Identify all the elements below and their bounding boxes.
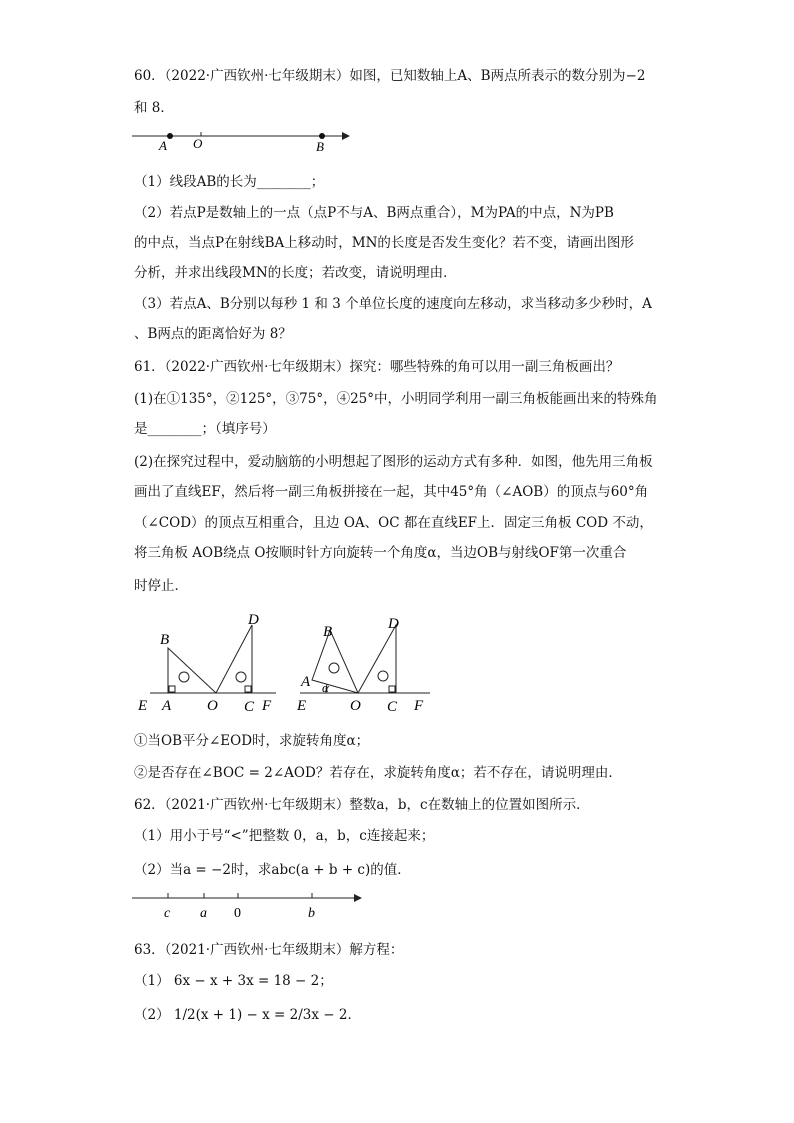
hole-circle [329, 663, 339, 673]
q63-eq1: （1） 6x − x + 3x = 18 − 2； [134, 973, 333, 989]
q60-part2-line3: 分析，并求出线段MN的长度；若改变，请说明理由． [134, 265, 457, 281]
triangle-cod [216, 625, 252, 693]
svg-text:E: E [138, 698, 148, 714]
q60-part3-line1: （3）若点A、B分别以每秒 1 和 3 个单位长度的速度向左移动，求当移动多少秒时，A [134, 296, 652, 312]
q60-number-line [130, 124, 360, 154]
q61-part2-line1: (2)在探究过程中，爱动脑筋的小明想起了图形的运动方式有多种．如图，他先用三角板 [134, 454, 653, 470]
q62-label-c: c [164, 906, 171, 921]
svg-text:F: F [262, 698, 272, 714]
q62-label-b: b [308, 906, 315, 921]
svg-text:F: F [414, 698, 424, 714]
svg-text:O: O [207, 698, 218, 714]
q61-sub2: ②是否存在∠BOC = 2∠AOD？若存在，求旋转角度α；若不存在，请说明理由． [134, 765, 622, 781]
q62-stem: 62．（2021·广西钦州·七年级期末）整数a，b，c在数轴上的位置如图所示． [134, 797, 590, 813]
svg-text:α: α [322, 680, 329, 695]
q61-part2-line2: 画出了直线EF，然后将一副三角板拼接在一起，其中45°角（∠AOB）的顶点与60°角 [134, 484, 649, 500]
q63-eq2: （2） 1/2(x + 1) − x = 2/3x − 2． [134, 1007, 361, 1023]
q60-label-a: A [159, 138, 167, 153]
q62-label-a: a [200, 906, 207, 921]
svg-text:E: E [297, 698, 307, 714]
q62-part2: （2）当a = −2时，求abc(a + b + c)的值． [134, 862, 411, 878]
svg-text:D: D [248, 612, 259, 628]
q61-part2-line5: 时停止． [134, 578, 188, 594]
svg-text:C: C [244, 699, 255, 715]
q61-part1-line1: (1)在①135°，②125°，③75°，④25°中，小明同学利用一副三角板能画出来的特殊角 [134, 391, 658, 407]
q60-part2-line2: 的中点，当点P在射线BA上移动时，MN的长度是否发生变化？若不变，请画出图形 [134, 235, 634, 251]
svg-text:O: O [350, 698, 361, 714]
hole-circle [236, 672, 246, 682]
q61-sub1: ①当OB平分∠EOD时，求旋转角度α； [134, 733, 370, 749]
triangle-cod [358, 625, 396, 693]
q60-stem-line2: 和 8． [134, 100, 174, 116]
q61-part2-line4: 将三角板 AOB绕点 O按顺时针方向旋转一个角度α，当边OB与射线OF第一次重合 [134, 545, 627, 561]
q61-stem: 61．（2022·广西钦州·七年级期末）探究：哪些特殊的角可以用一副三角板画出？ [134, 359, 620, 375]
svg-text:B: B [323, 624, 333, 640]
q60-part3-line2: 、B两点的距离恰好为 8？ [134, 326, 292, 342]
q60-label-o: O [193, 136, 203, 151]
q63-stem: 63．（2021·广西钦州·七年级期末）解方程： [134, 942, 404, 958]
svg-text:D: D [388, 616, 399, 632]
q60-part1: （1）线段AB的长为________； [134, 174, 325, 190]
q62-label-0: 0 [234, 906, 241, 921]
svg-text:C: C [387, 699, 398, 715]
svg-text:A: A [162, 698, 172, 714]
svg-text:B: B [160, 632, 170, 648]
q60-point-a [167, 133, 173, 139]
q61-part1-line2: 是________；（填序号） [134, 421, 276, 437]
svg-text:A: A [301, 674, 311, 690]
hole-circle [378, 671, 388, 681]
q60-label-b: B [316, 139, 324, 154]
triangle-aob-rotated [312, 630, 358, 693]
q61-part2-line3: （∠COD）的顶点互相重合，且边 OA、OC 都在直线EF上．固定三角板 COD 不动， [134, 515, 653, 531]
q62-part1: （1）用小于号“<”把整数 0，a，b，c连接起来； [134, 828, 435, 844]
hole-circle [179, 672, 189, 682]
q60-stem-line1: 60．（2022·广西钦州·七年级期末）如图，已知数轴上A、B两点所表示的数分别为−2 [134, 68, 646, 84]
q61-figure-1 [136, 610, 286, 715]
q61-figure-2 [294, 610, 434, 715]
q62-number-line [130, 888, 370, 920]
q60-part2-line1: （2）若点P是数轴上的一点（点P不与A、B两点重合），M为PA的中点，N为PB [134, 205, 614, 221]
